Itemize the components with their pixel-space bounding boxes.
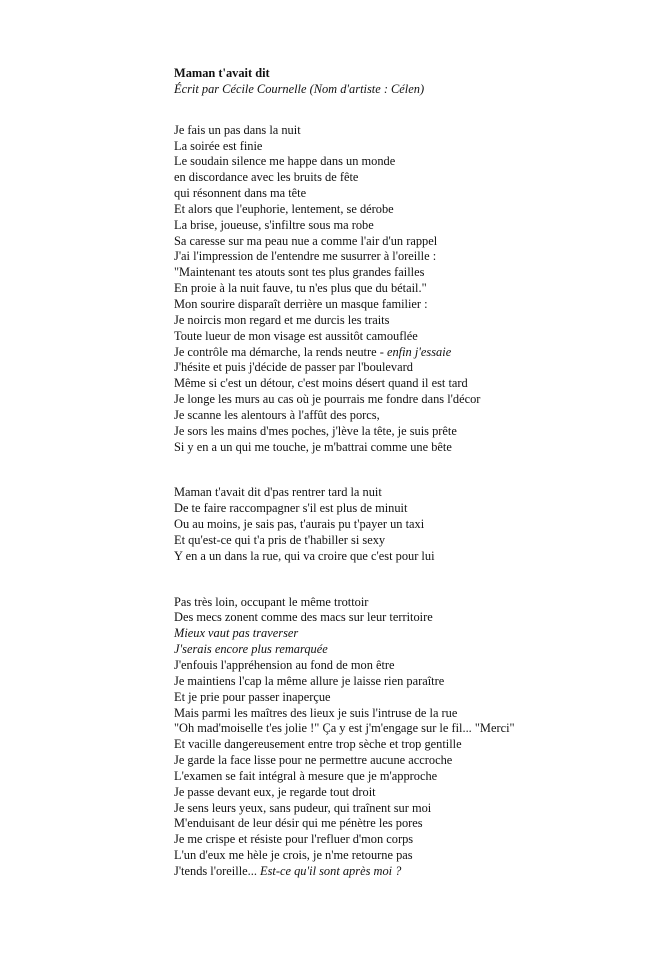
poem-line-italic-part: enfin j'essaie [386,344,452,359]
poem-line: Je fais un pas dans la nuit [174,122,301,137]
poem-line: qui résonnent dans ma tête [174,186,307,201]
poem-line: Des mecs zonent comme des macs sur leur territoire [174,610,433,625]
poem-line: J'hésite et puis j'décide de passer par l'boulevard [174,360,413,375]
poem-line: Pas très loin, occupant le même trottoir [174,594,369,609]
poem-line: Ou au moins, je sais pas, t'aurais pu t'payer un taxi [174,517,425,532]
poem-line: Et je prie pour passer inaperçue [174,689,331,704]
poem-line: La brise, joueuse, s'infiltre sous ma robe [174,217,374,232]
poem-line: L'examen se fait intégral à mesure que je m'approche [174,768,438,783]
poem-line: J'ai l'impression de l'entendre me susurrer à l'oreille : [174,249,437,264]
poem-line: Je scanne les alentours à l'affût des porcs, [174,407,380,422]
poem-line: L'un d'eux me hèle je crois, je n'me retourne pas [174,848,413,863]
poem-line: Toute lueur de mon visage est aussitôt camouflée [174,328,418,343]
poem-line: Je garde la face lisse pour ne permettre aucune accroche [174,753,453,768]
poem-line: En proie à la nuit fauve, tu n'es plus que du bétail." [174,281,427,296]
poem-line-italic: Mieux vaut pas traverser [174,626,299,641]
poem-line: Et qu'est-ce qui t'a pris de t'habiller si sexy [174,532,386,547]
poem-line: De te faire raccompagner s'il est plus de minuit [174,501,408,516]
poem-line: Je sors les mains d'mes poches, j'lève la tête, je suis prête [174,423,457,438]
stanza-3 [174,595,654,880]
poem-line: Sa caresse sur ma peau nue a comme l'air d'un rappel [174,233,438,248]
poem-line-italic: J'serais encore plus remarquée [174,642,328,657]
stanza-2-refrain [174,485,654,564]
poem-line: Même si c'est un détour, c'est moins désert quand il est tard [174,376,468,391]
poem-line: Le soudain silence me happe dans un monde [174,154,396,169]
poem-line: Je noircis mon regard et me durcis les traits [174,312,390,327]
stanza-1 [174,123,654,456]
poem-line-mixed [174,864,654,880]
poem-line-part: J'tends l'oreille... [174,863,261,878]
poem-line: Y en a un dans la rue, qui va croire que c'est pour lui [174,548,435,563]
poem-line: en discordance avec les bruits de fête [174,170,359,185]
poem-line: Je me crispe et résiste pour l'refluer d'mon corps [174,832,414,847]
poem-line: Et vacille dangereusement entre trop sèche et trop gentille [174,737,462,752]
poem-line-part: Je contrôle ma démarche, la rends neutre - [174,344,387,359]
poem-line: M'enduisant de leur désir qui me pénètre les pores [174,816,423,831]
poem-line: "Maintenant tes atouts sont tes plus grandes failles [174,265,425,280]
poem-line: J'enfouis l'appréhension au fond de mon être [174,658,395,672]
poem [174,66,654,880]
poem-line: Je sens leurs yeux, sans pudeur, qui traînent sur moi [174,800,432,815]
poem-line: Mais parmi les maîtres des lieux je suis l'intruse de la rue [174,705,458,720]
poem-line: Je longe les murs au cas où je pourrais me fondre dans l'décor [174,392,481,407]
poem-line: Je passe devant eux, je regarde tout droit [174,784,376,799]
poem-line: La soirée est finie [174,138,263,153]
poem-line: Si y en a un qui me touche, je m'battrai comme une bête [174,439,452,454]
poem-line: Maman t'avait dit d'pas rentrer tard la nuit [174,485,382,500]
poem-line-italic-part: Est-ce qu'il sont après moi ? [260,863,402,878]
poem-line: Je maintiens l'cap la même allure je laisse rien paraître [174,673,445,688]
poem-line: Mon sourire disparaît derrière un masque familier : [174,296,428,311]
poem-line-mixed [174,345,654,361]
poem-title: Maman t'avait dit [174,66,270,80]
poem-line: Et alors que l'euphorie, lentement, se dérobe [174,201,394,216]
poem-line: "Oh mad'moiselle t'es jolie !" Ça y est j'm'engage sur le fil... "Merci" [174,721,515,736]
poem-subtitle: Écrit par Cécile Cournelle (Nom d'artiste : Célen) [174,81,425,96]
